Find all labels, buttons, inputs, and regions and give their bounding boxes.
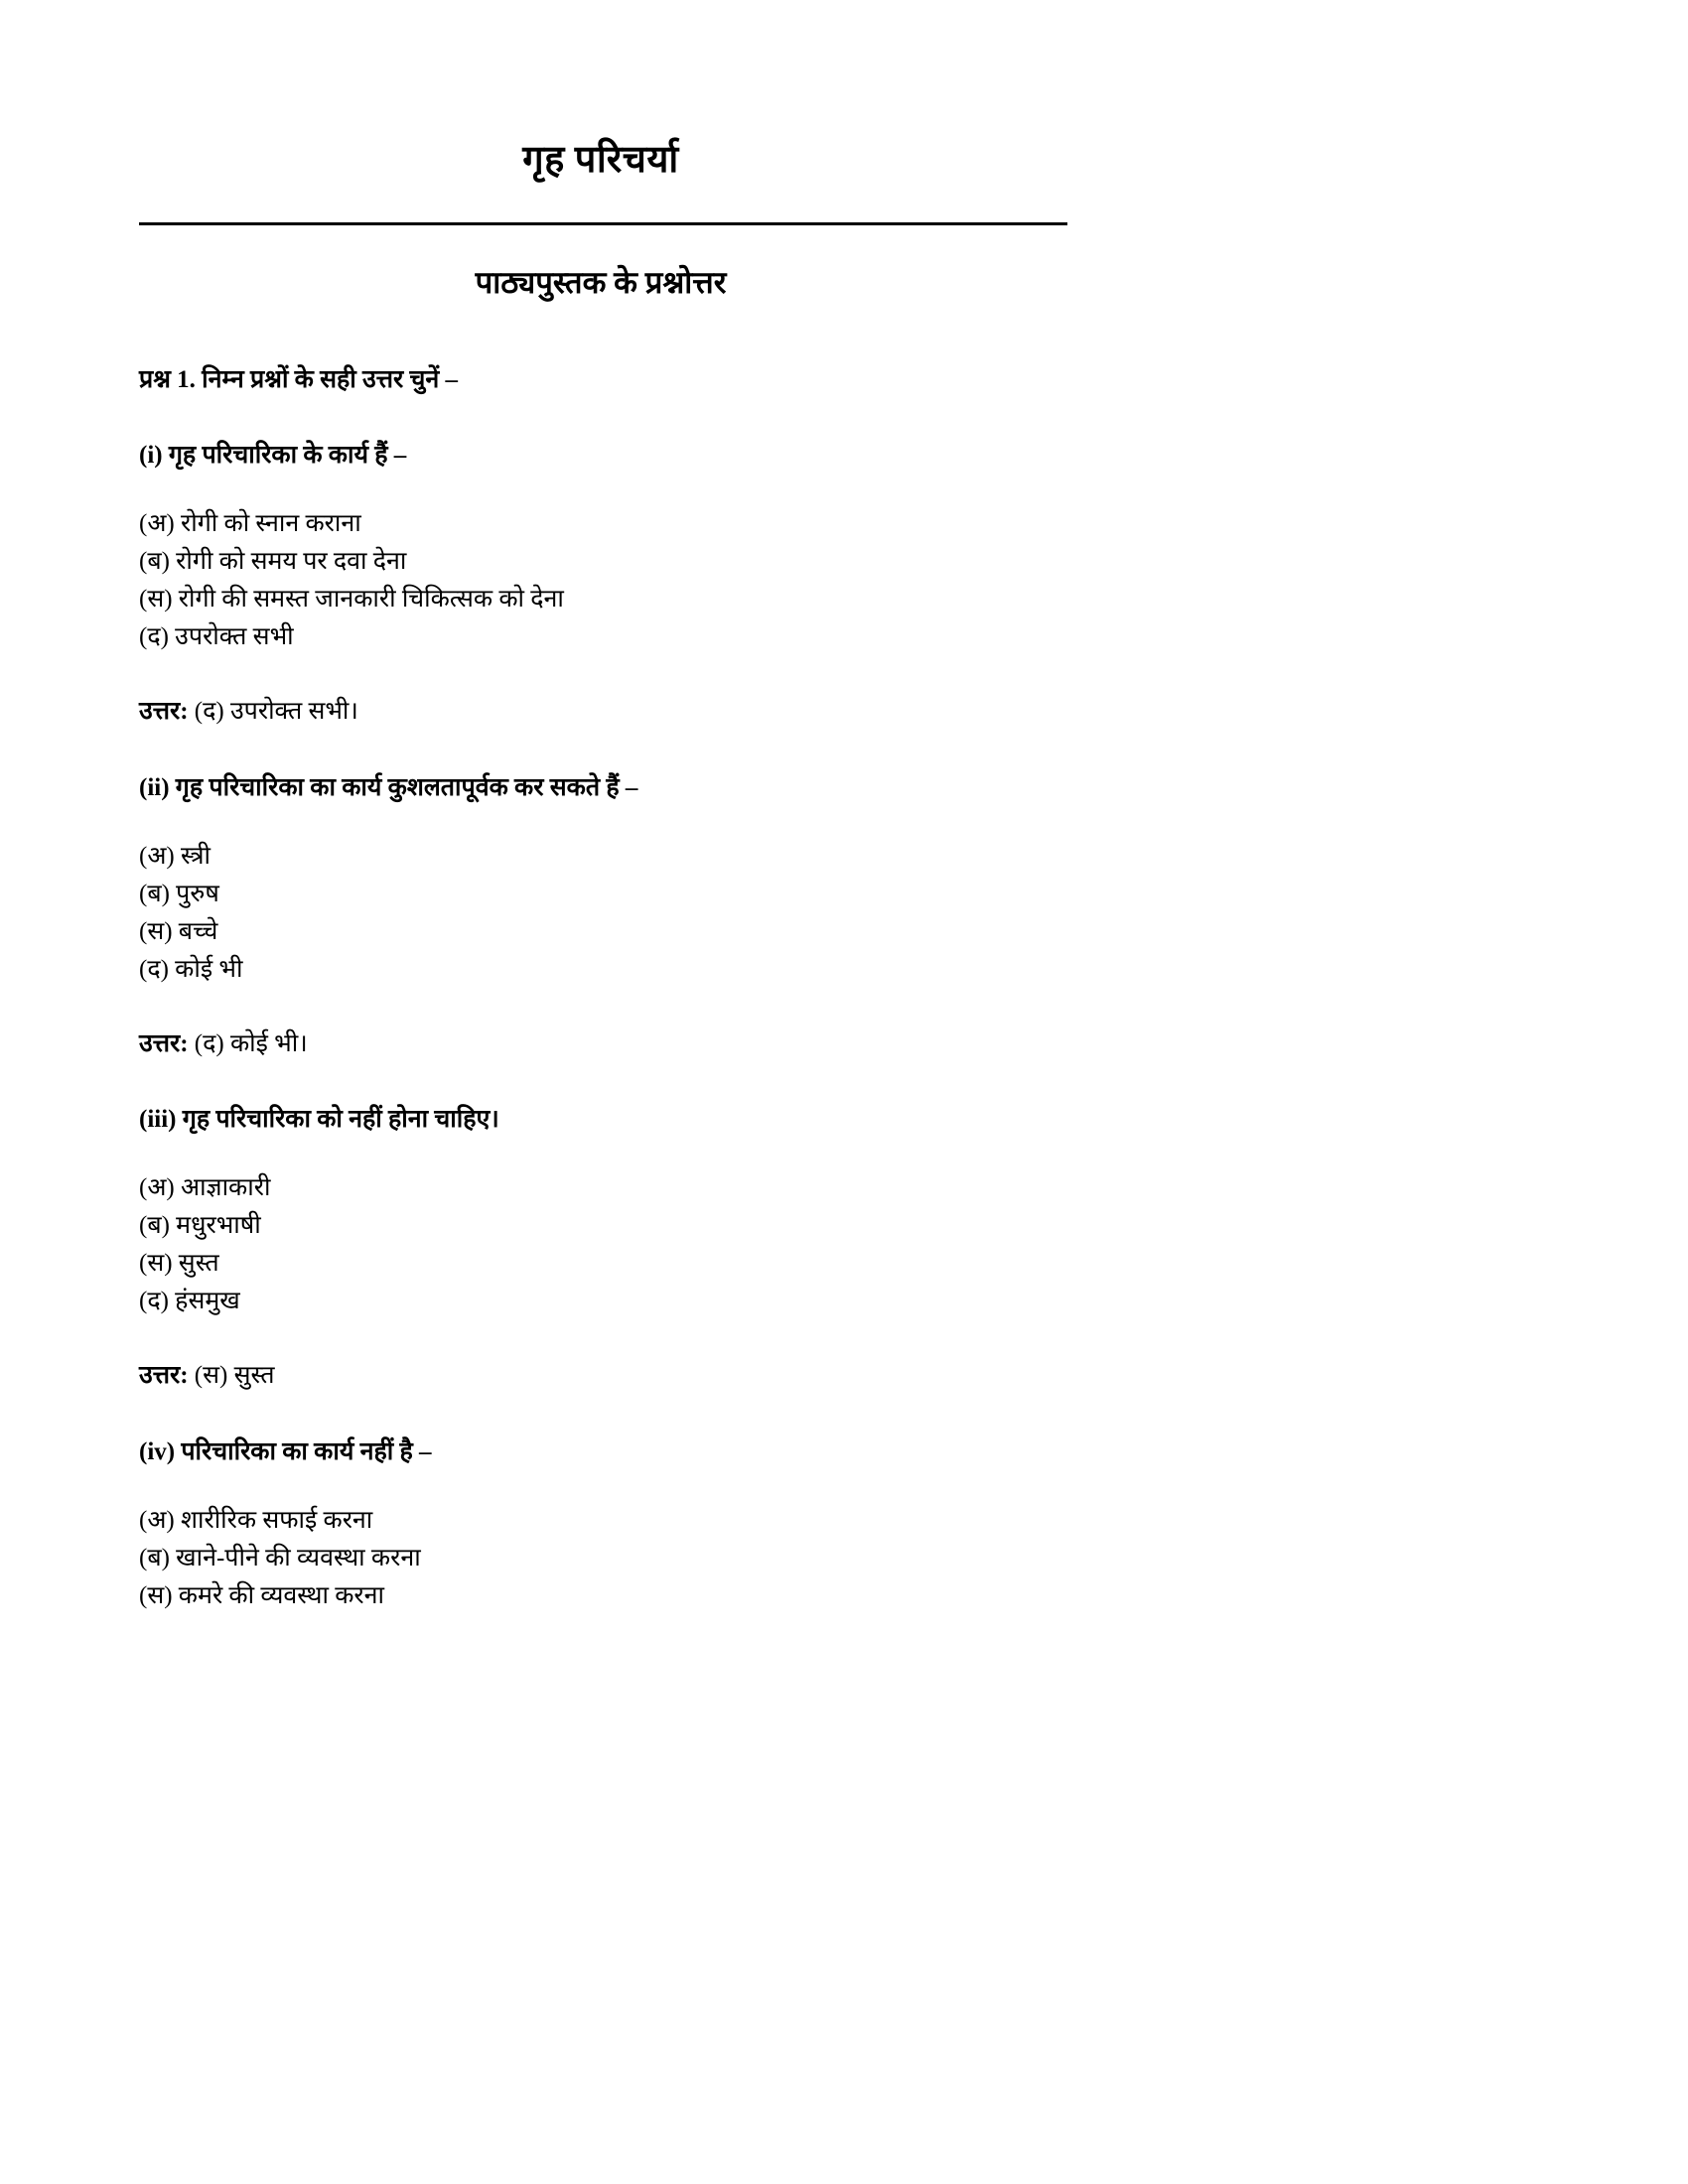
question-heading: प्रश्न 1. निम्न प्रश्नों के सही उत्तर चुनें – bbox=[139, 365, 458, 393]
answer-label: उत्तर: bbox=[139, 1362, 189, 1390]
question-block-iii bbox=[139, 1062, 1062, 1395]
answer-line-ii bbox=[139, 989, 1062, 1062]
answer-line-i bbox=[139, 656, 1062, 730]
question-block-iv bbox=[139, 1395, 1062, 1615]
sub-question-iv: (iv) परिचारिका का कार्य नहीं है – bbox=[139, 1437, 432, 1465]
option-item[interactable]: (द) उपरोक्त सभी bbox=[139, 623, 294, 651]
answer-label: उत्तर: bbox=[139, 698, 189, 726]
sub-question-ii: (ii) गृह परिचारिका का कार्य कुशलतापूर्वक कर सकते हैं – bbox=[139, 773, 638, 801]
options-list-iv bbox=[139, 1470, 1062, 1615]
sub-question-iii: (iii) गृह परिचारिका को नहीं होना चाहिए। bbox=[139, 1106, 499, 1134]
sub-question-i: (i) गृह परिचारिका के कार्य हैं – bbox=[139, 442, 407, 470]
option-item[interactable]: (अ) शारीरिक सफाई करना bbox=[139, 1506, 373, 1534]
option-item[interactable]: (ब) रोगी को समय पर दवा देना bbox=[139, 548, 407, 576]
option-item[interactable]: (अ) आज्ञाकारी bbox=[139, 1174, 271, 1202]
option-item[interactable]: (अ) रोगी को स्नान कराना bbox=[139, 510, 361, 538]
options-list-iii bbox=[139, 1138, 1062, 1320]
page-subtitle: पाठ्यपुस्तक के प्रश्नोत्तर bbox=[475, 264, 727, 300]
answer-text: (द) कोई भी। bbox=[188, 1029, 308, 1057]
option-item[interactable]: (द) कोई भी bbox=[139, 955, 243, 983]
options-list-i bbox=[139, 474, 1062, 656]
options-list-ii bbox=[139, 806, 1062, 989]
question-block-ii bbox=[139, 731, 1062, 1063]
option-item[interactable]: (स) सुस्त bbox=[139, 1250, 219, 1278]
option-item[interactable]: (ब) पुरुष bbox=[139, 880, 219, 907]
question-block-i bbox=[139, 398, 1062, 731]
answer-line-iii bbox=[139, 1320, 1062, 1394]
answer-text: (द) उपरोक्त सभी। bbox=[188, 698, 358, 726]
answer-text: (स) सुस्त bbox=[188, 1362, 275, 1390]
answer-label: उत्तर: bbox=[139, 1029, 189, 1057]
option-item[interactable]: (ब) मधुरभाषी bbox=[139, 1212, 261, 1240]
option-item[interactable]: (अ) स्त्री bbox=[139, 842, 211, 870]
page-title: गृह परिचर्या bbox=[522, 139, 679, 181]
option-item[interactable]: (स) बच्चे bbox=[139, 917, 218, 945]
option-item[interactable]: (स) कमरे की व्यवस्था करना bbox=[139, 1581, 385, 1609]
option-item[interactable]: (ब) खाने-पीने की व्यवस्था करना bbox=[139, 1544, 421, 1571]
option-item[interactable]: (स) रोगी की समस्त जानकारी चिकित्सक को देना bbox=[139, 586, 564, 614]
option-item[interactable]: (द) हंसमुख bbox=[139, 1288, 240, 1315]
